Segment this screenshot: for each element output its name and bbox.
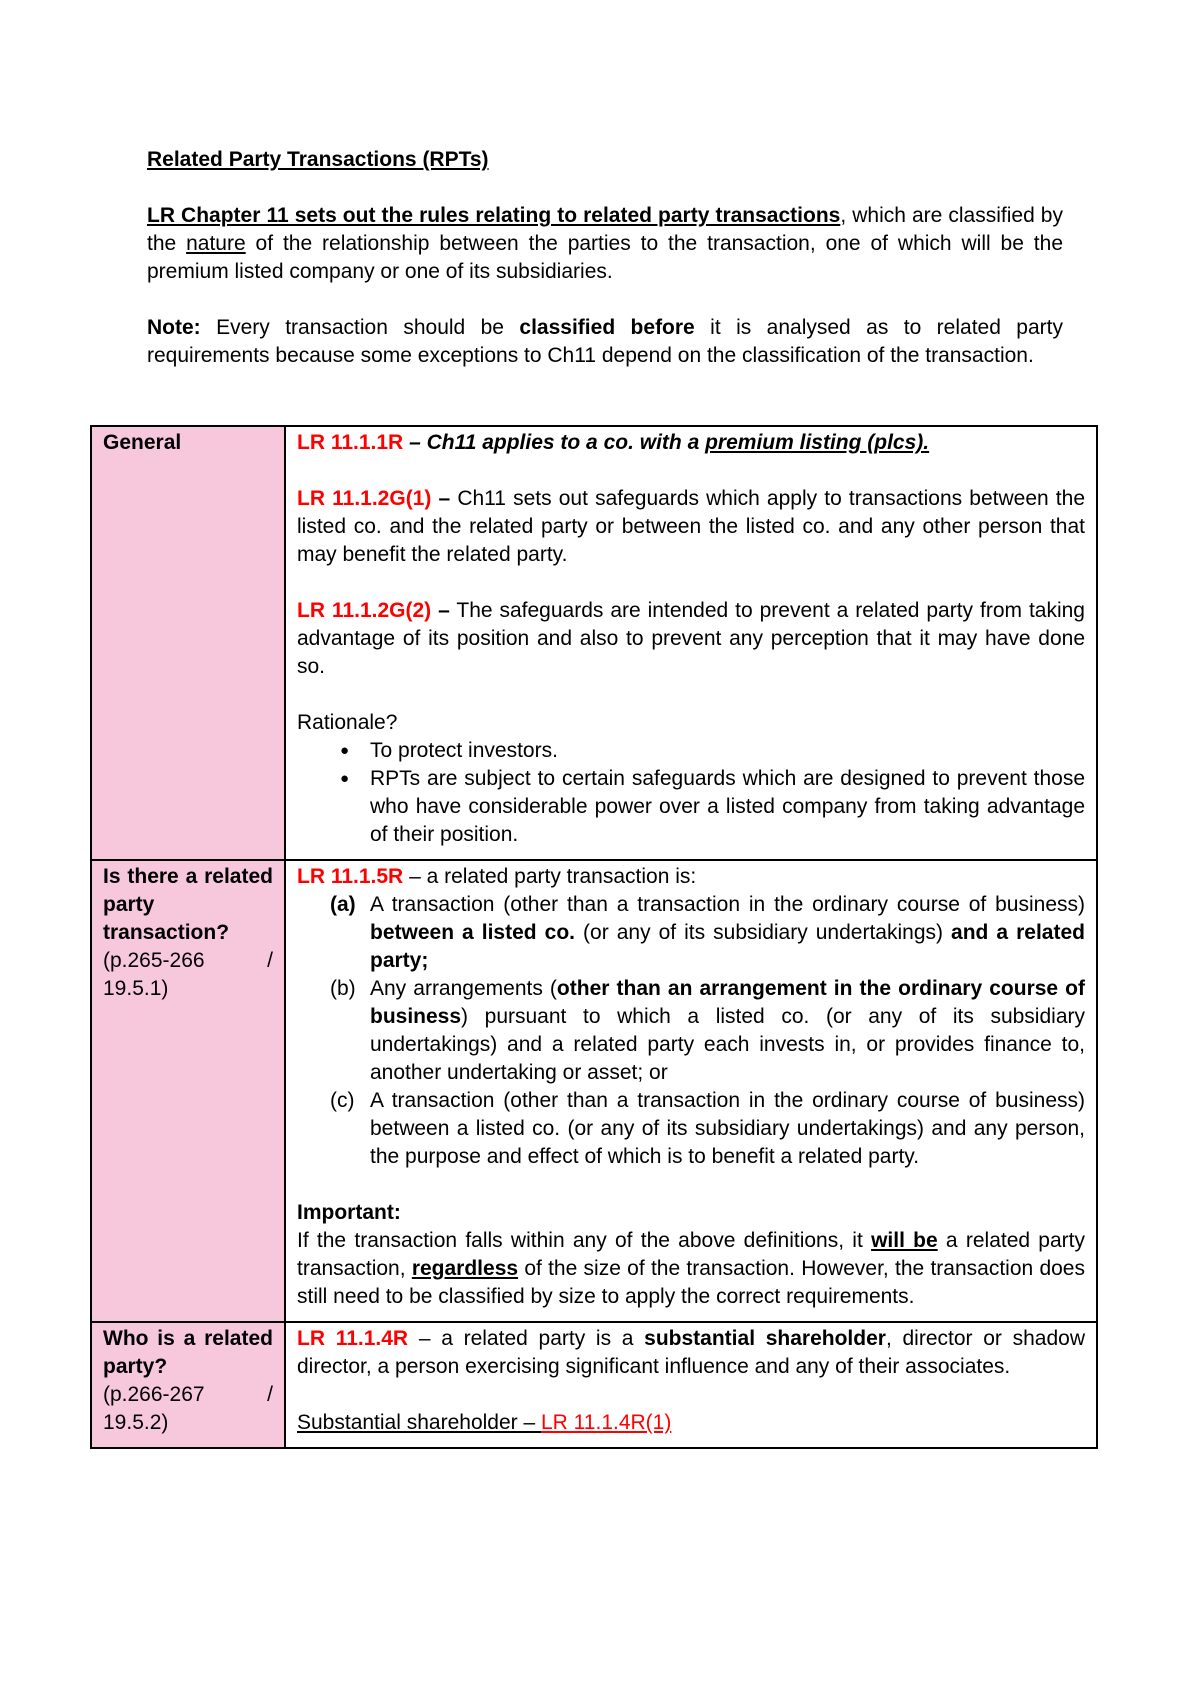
lr-11-1-2g2 <box>297 597 1085 681</box>
text: a related party transaction, <box>297 1229 1085 1280</box>
item-text: ) pursuant to which a listed co. (or any of its subsidiary undertakings) and a related party each invests in, or provides finance to, another undertaking or asset; or <box>370 1005 1085 1084</box>
lr-ref: LR 11.1.5R <box>297 865 404 888</box>
item-bold: other than an arrangement in the ordinary course of business <box>370 977 1085 1028</box>
spacer <box>297 1171 1085 1199</box>
row-label: Is there a related party transaction? <box>103 865 273 944</box>
lr-text: , director or shadow director, a person exercising significant influence and any of their associates. <box>297 1327 1085 1378</box>
table-row-who <box>91 1322 1097 1448</box>
text: of the size of the transaction. However, the transaction does still need to be classified by size to apply the correct requirements. <box>297 1257 1085 1308</box>
list-marker: (a) <box>330 893 356 916</box>
lr-text: – Ch11 applies to a co. with a <box>403 431 706 454</box>
spacer <box>297 457 1085 485</box>
row-label-cell <box>91 1322 285 1448</box>
important-text <box>297 1227 1085 1311</box>
substantial-shareholder-bold: substantial shareholder <box>644 1327 886 1350</box>
row-label-cell <box>91 426 285 860</box>
item-text: Any arrangements ( <box>370 977 557 1000</box>
lr-ref: LR 11.1.1R <box>297 431 404 454</box>
list-marker: (c) <box>330 1089 355 1112</box>
text: If the transaction falls within any of the above definitions, it <box>297 1229 872 1252</box>
lr-text: Ch11 sets out safeguards which apply to transactions between the listed co. and the related party or between the listed co. and any other person that may benefit the related party. <box>297 487 1085 566</box>
row-content-cell <box>285 860 1097 1322</box>
row-label-cell <box>91 860 285 1322</box>
item-bold: between a listed co. <box>370 921 575 944</box>
substantial-shareholder-line <box>297 1409 1085 1437</box>
lr-11-1-1r <box>297 429 1085 457</box>
page-title: Related Party Transactions (RPTs) <box>147 148 489 171</box>
dash: – <box>431 487 451 510</box>
list-item <box>330 1087 1085 1171</box>
premium-listing-text: premium listing (plcs). <box>705 431 930 454</box>
spacer <box>297 569 1085 597</box>
important-heading: Important: <box>297 1201 401 1224</box>
lr-ref: LR 11.1.4R(1) <box>541 1411 672 1434</box>
lr-text: – a related party is a <box>408 1327 645 1350</box>
note-text: Every transaction should be <box>200 316 520 339</box>
will-be-emphasis: will be <box>871 1229 938 1252</box>
note-text-2: it is analysed as to related party requirements because some exceptions to Ch11 depend on the classification of the transaction. <box>147 316 1063 367</box>
row-content-cell <box>285 426 1097 860</box>
item-bold: and a related party; <box>370 921 1085 972</box>
spacer <box>297 681 1085 709</box>
table-row-general <box>91 426 1097 860</box>
list-item: ● RPTs are subject to certain safeguards which are designed to prevent those who have considerable power over a listed company from taking advantage of their position. <box>370 765 1085 849</box>
note-bold: classified before <box>519 316 695 339</box>
note-label: Note: <box>147 316 201 339</box>
intro-text: , which are classified by the <box>147 204 1063 255</box>
lr-11-1-5r <box>297 863 1085 891</box>
item-text: A transaction (other than a transaction in the ordinary course of business) between a listed co. (or any of its subsidiary undertakings) and any person, the purpose and effect of which is to benefit a related party. <box>370 1089 1085 1168</box>
list-marker: (b) <box>330 977 356 1000</box>
page-reference: (p.265-266 / 19.5.1) <box>103 949 273 1000</box>
list-item <box>330 891 1085 975</box>
rationale-list <box>297 737 1085 849</box>
rpt-table <box>90 425 1098 1449</box>
rationale-heading: Rationale? <box>297 711 398 734</box>
lr-text: – a related party transaction is: <box>403 865 697 888</box>
table-row-is-rpt <box>91 860 1097 1322</box>
intro-text-2: of the relationship between the parties to the transaction, one of which will be the premium listed company or one of its subsidiaries. <box>147 232 1063 283</box>
nature-underlined: nature <box>186 232 246 255</box>
lr-11-1-2g1 <box>297 485 1085 569</box>
regardless-emphasis: regardless <box>411 1257 519 1280</box>
row-label: Who is a related party? <box>103 1327 273 1378</box>
row-content-cell <box>285 1322 1097 1448</box>
lr-ref: LR 11.1.2G(2) <box>297 599 432 622</box>
spacer <box>297 1381 1085 1409</box>
row-label: General <box>103 431 182 454</box>
page-reference: (p.266-267 / 19.5.2) <box>103 1383 273 1434</box>
lr-ref: LR 11.1.2G(1) <box>297 487 432 510</box>
dash: – <box>431 599 450 622</box>
intro-paragraph <box>147 202 1063 286</box>
lr-11-1-4r <box>297 1325 1085 1381</box>
lr-text: The safeguards are intended to prevent a related party from taking advantage of its position and also to prevent any perception that it may have done so. <box>297 599 1085 678</box>
item-text: A transaction (other than a transaction in the ordinary course of business) <box>370 893 1085 916</box>
chapter-11-heading: LR Chapter 11 sets out the rules relating to related party transactions <box>147 204 841 227</box>
note-paragraph <box>147 314 1063 370</box>
definition-list <box>297 891 1085 1171</box>
list-item <box>330 975 1085 1087</box>
item-text: (or any of its subsidiary undertakings) <box>574 921 952 944</box>
list-item: ● To protect investors. <box>370 737 1085 765</box>
substantial-shareholder-heading: Substantial shareholder – <box>297 1411 541 1434</box>
lr-ref: LR 11.1.4R <box>297 1327 409 1350</box>
